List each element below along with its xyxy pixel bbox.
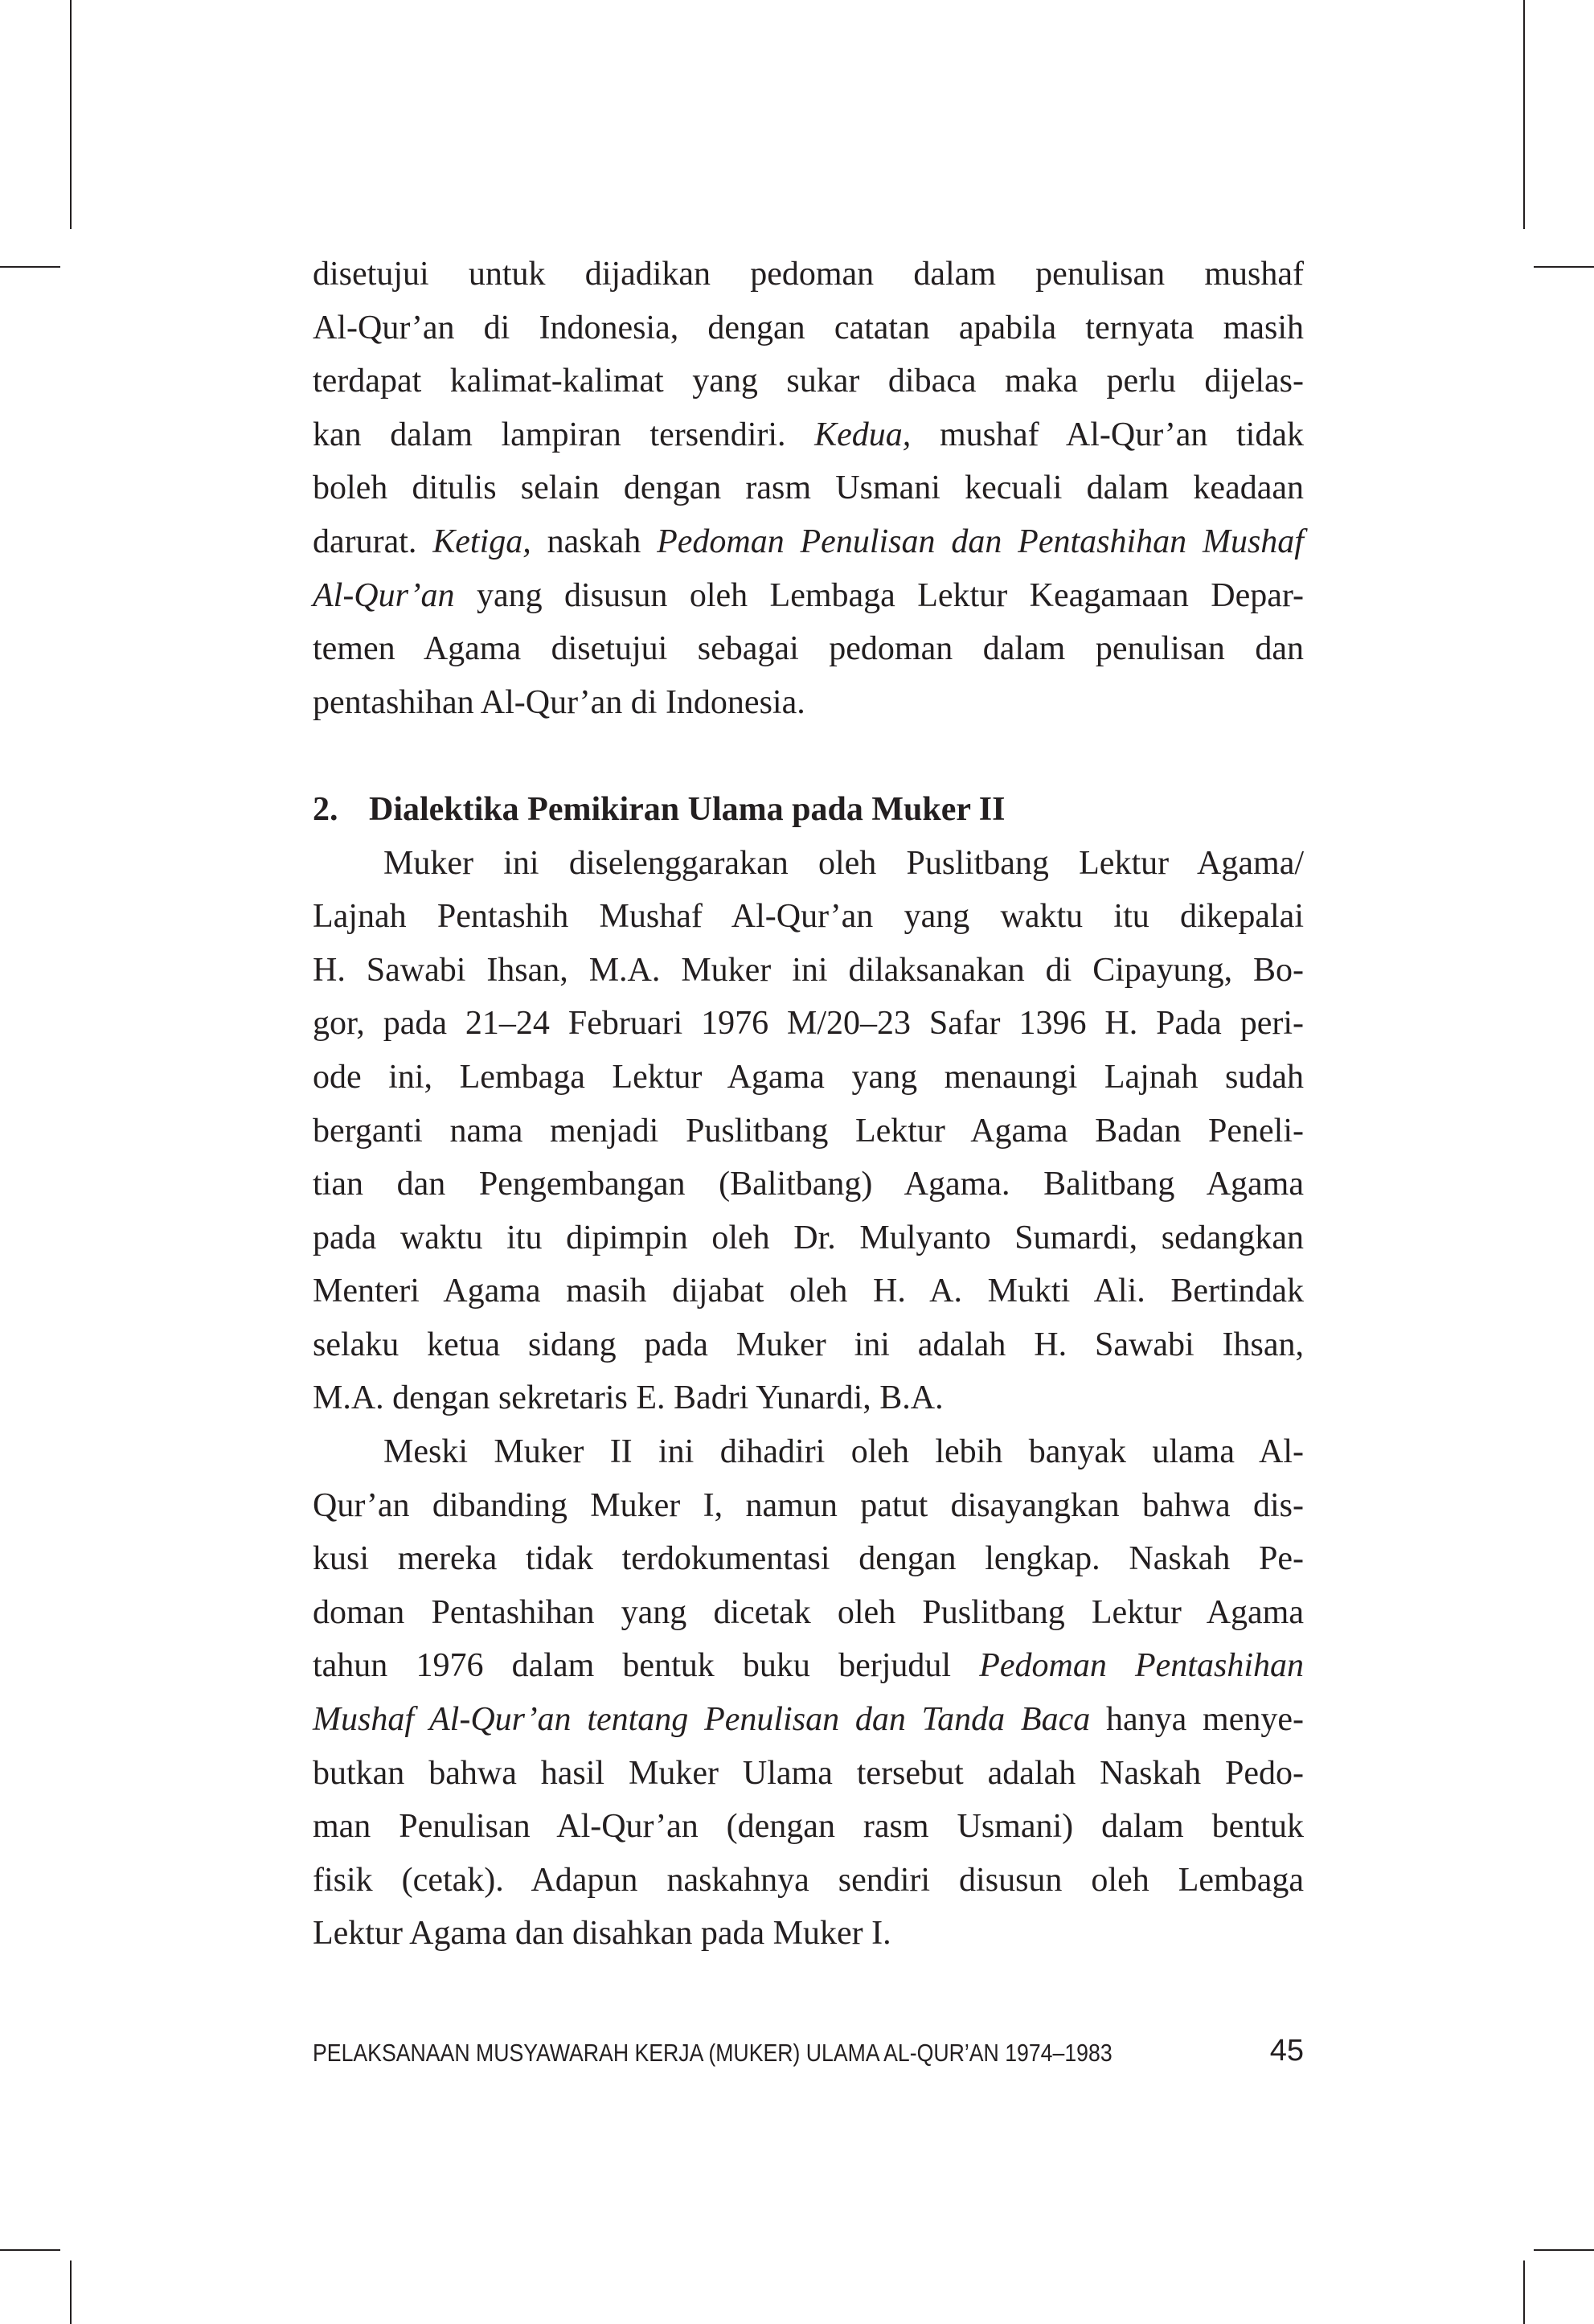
italic-text: Pedoman Penulisan dan Pentashihan Mushaf: [657, 523, 1304, 560]
text-segment: doman Pentashihan yang dicetak oleh Puslitbang Lektur Agama: [313, 1593, 1304, 1631]
crop-mark-top-left-vertical: [70, 0, 72, 229]
section-title: Dialektika Pemikiran Ulama pada Muker II: [369, 790, 1006, 828]
running-title: PELAKSANAAN MUSYAWARAH KERJA (MUKER) ULAMA AL-QUR’AN 1974–1983: [313, 2039, 1113, 2067]
text-segment: temen Agama disetujui sebagai pedoman dalam penulisan dan: [313, 630, 1304, 668]
text-line: [313, 1425, 1304, 1479]
crop-mark-top-left-horizontal: [0, 266, 60, 268]
text-segment: disetujui untuk dijadikan pedoman dalam penulisan mushaf: [313, 256, 1304, 293]
text-segment: Lektur Agama dan disahkan pada Muker I.: [313, 1915, 891, 1953]
crop-mark-bottom-left-horizontal: [0, 2249, 60, 2251]
text-segment: boleh ditulis selain dengan rasm Usmani kecuali dalam keadaan: [313, 469, 1304, 507]
text-line: [313, 408, 1304, 462]
text-line: [313, 1747, 1304, 1801]
crop-mark-top-right-vertical: [1523, 0, 1525, 229]
text-line: [313, 248, 1304, 301]
text-segment: kusi mereka tidak terdokumentasi dengan lengkap. Naskah Pe-: [313, 1540, 1304, 1578]
italic-text: Mushaf Al-Qur’an tentang Penulisan dan Tanda Baca: [313, 1701, 1091, 1739]
text-segment: mushaf Al-Qur’an tidak: [911, 416, 1304, 453]
text-segment: Meski Muker II ini dihadiri oleh lebih banyak ulama Al-: [383, 1433, 1304, 1471]
text-segment: selaku ketua sidang pada Muker ini adalah H. Sawabi Ihsan,: [313, 1326, 1304, 1363]
text-segment: pada waktu itu dipimpin oleh Dr. Mulyanto Sumardi, sedangkan: [313, 1219, 1304, 1256]
text-segment: Muker ini diselenggarakan oleh Puslitbang Lektur Agama/: [383, 844, 1304, 882]
page-number: 45: [1269, 2034, 1304, 2068]
crop-mark-bottom-right-vertical: [1523, 2260, 1525, 2324]
text-line: [313, 676, 1304, 730]
text-line: [313, 837, 1304, 891]
text-segment: tian dan Pengembangan (Balitbang) Agama. Balitbang Agama: [313, 1166, 1304, 1203]
spacer: [313, 729, 1304, 783]
text-line: [313, 1051, 1304, 1105]
italic-text: Pedoman Pentashihan: [979, 1647, 1304, 1685]
text-line: [313, 1532, 1304, 1586]
text-line: [313, 1854, 1304, 1908]
text-segment: naskah: [531, 523, 658, 560]
text-segment: fisik (cetak). Adapun naskahnya sendiri disusun oleh Lembaga: [313, 1861, 1304, 1899]
crop-mark-bottom-left-vertical: [70, 2260, 72, 2324]
text-line: [313, 1479, 1304, 1533]
text-line: [313, 622, 1304, 676]
text-segment: man Penulisan Al-Qur’an (dengan rasm Usmani) dalam bentuk: [313, 1808, 1304, 1846]
text-line: [313, 1158, 1304, 1211]
text-line: [313, 1318, 1304, 1372]
body-text: [313, 248, 1304, 1961]
text-line: [313, 301, 1304, 355]
text-segment: darurat.: [313, 523, 433, 560]
text-segment: Menteri Agama masih dijabat oleh H. A. Mukti Ali. Bertindak: [313, 1273, 1304, 1310]
text-segment: Lajnah Pentashih Mushaf Al-Qur’an yang waktu itu dikepalai: [313, 898, 1304, 936]
text-line: [313, 1211, 1304, 1265]
text-segment: hanya menye-: [1090, 1701, 1304, 1739]
section-number: 2.: [313, 790, 338, 828]
text-segment: yang disusun oleh Lembaga Lektur Keagamaan Depar-: [454, 576, 1304, 614]
page-footer: [313, 2034, 1304, 2074]
text-line: [313, 890, 1304, 944]
text-line: [313, 997, 1304, 1051]
text-segment: Al-Qur’an di Indonesia, dengan catatan apabila ternyata masih: [313, 309, 1304, 346]
crop-mark-top-right-horizontal: [1534, 266, 1594, 268]
text-segment: terdapat kalimat-kalimat yang sukar dibaca maka perlu dijelas-: [313, 363, 1304, 400]
section-heading: [313, 783, 1304, 837]
text-line: [313, 355, 1304, 408]
text-segment: pentashihan Al-Qur’an di Indonesia.: [313, 683, 805, 721]
text-line: [313, 944, 1304, 998]
text-line: [313, 1907, 1304, 1961]
text-line: [313, 1371, 1304, 1425]
text-segment: H. Sawabi Ihsan, M.A. Muker ini dilaksanakan di Cipayung, Bo-: [313, 951, 1304, 989]
text-line: [313, 1639, 1304, 1693]
italic-text: Ketiga,: [432, 523, 531, 560]
text-segment: tahun 1976 dalam bentuk buku berjudul: [313, 1647, 980, 1685]
text-segment: butkan bahwa hasil Muker Ulama tersebut adalah Naskah Pedo-: [313, 1754, 1304, 1792]
text-line: [313, 569, 1304, 623]
text-segment: M.A. dengan sekretaris E. Badri Yunardi, B.A.: [313, 1379, 944, 1417]
text-line: [313, 1586, 1304, 1640]
text-line: [313, 461, 1304, 515]
text-line: [313, 1693, 1304, 1747]
italic-text: Kedua,: [814, 416, 912, 453]
italic-text: Al-Qur’an: [313, 576, 455, 614]
text-segment: ode ini, Lembaga Lektur Agama yang menaungi Lajnah sudah: [313, 1058, 1304, 1096]
text-line: [313, 515, 1304, 569]
text-line: [313, 1800, 1304, 1854]
text-line: [313, 1105, 1304, 1158]
text-segment: Qur’an dibanding Muker I, namun patut disayangkan bahwa dis-: [313, 1486, 1304, 1524]
text-segment: gor, pada 21–24 Februari 1976 M/20–23 Safar 1396 H. Pada peri-: [313, 1005, 1304, 1043]
crop-mark-bottom-right-horizontal: [1534, 2249, 1594, 2251]
text-segment: kan dalam lampiran tersendiri.: [313, 416, 815, 453]
text-segment: berganti nama menjadi Puslitbang Lektur Agama Badan Peneli-: [313, 1112, 1304, 1150]
text-line: [313, 1264, 1304, 1318]
